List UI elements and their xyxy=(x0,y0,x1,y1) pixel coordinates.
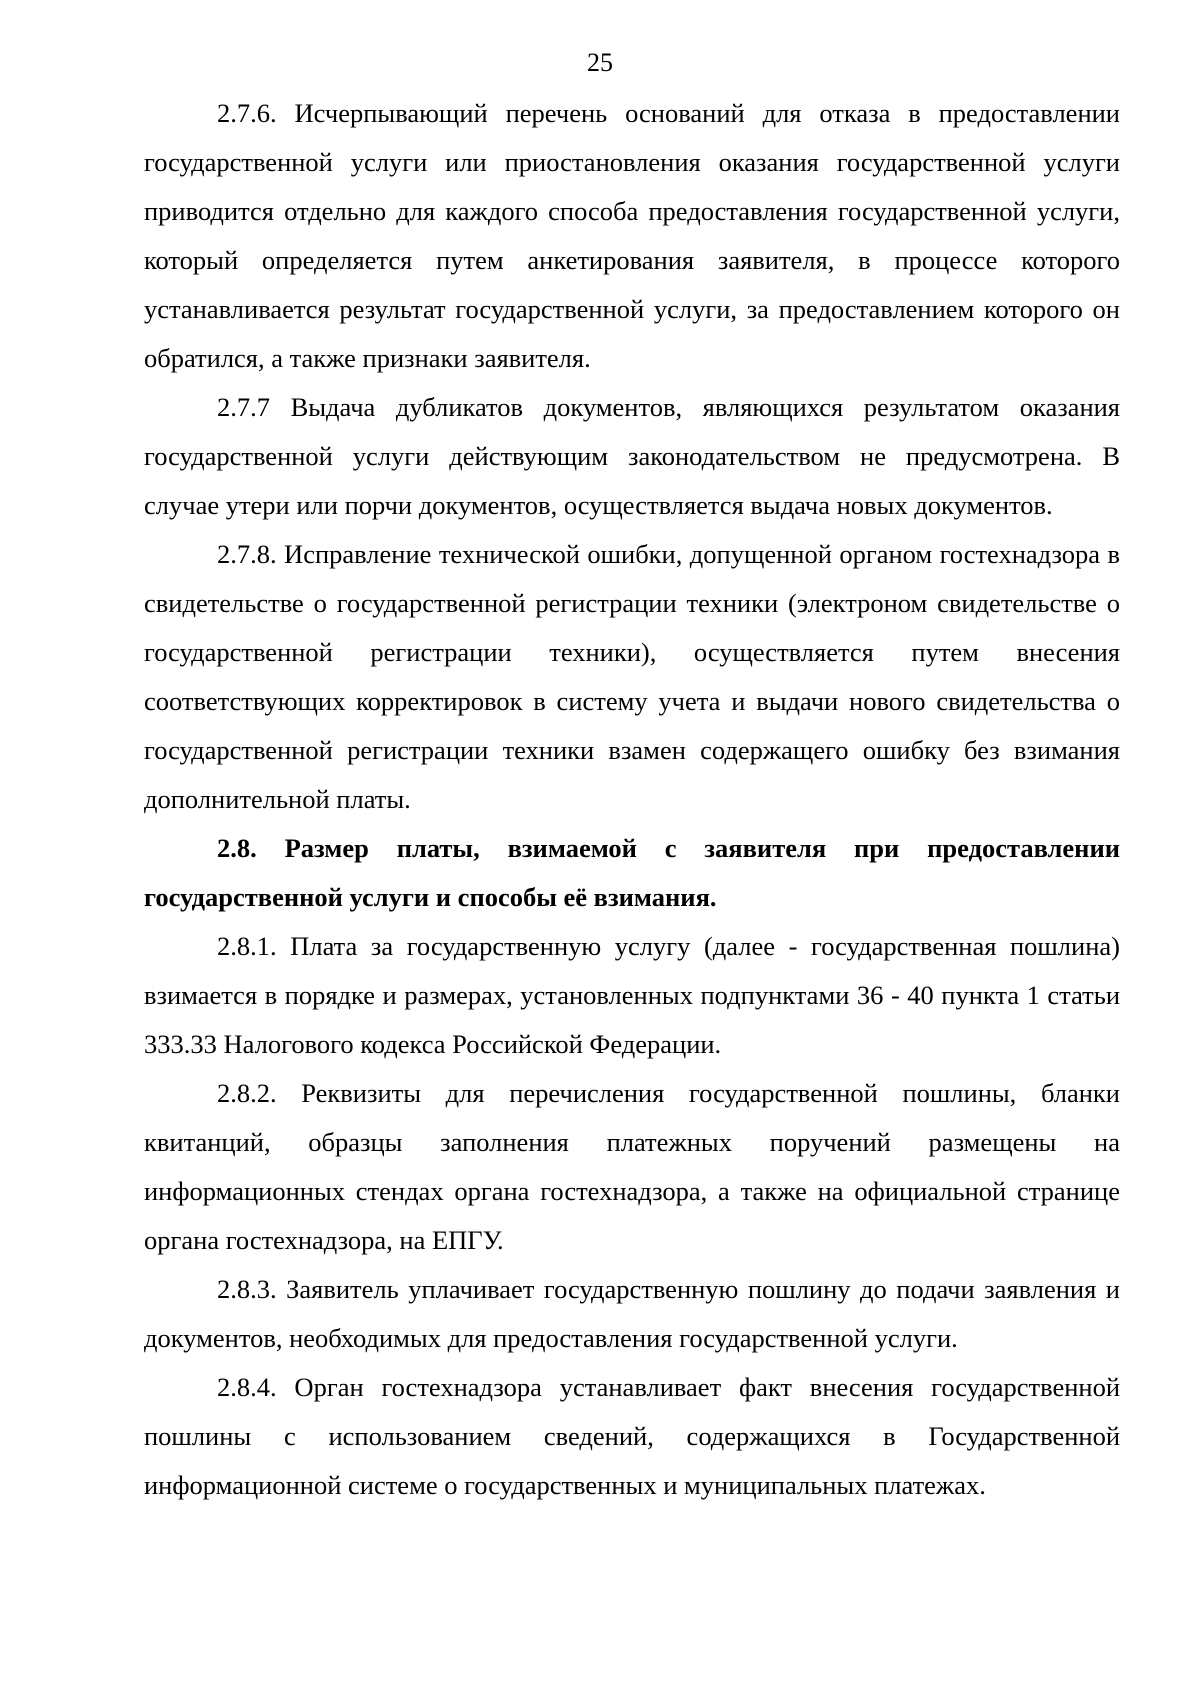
paragraph-2-8-4: 2.8.4. Орган гостехнадзора устанавливает факт внесения государственной пошлины с использованием сведений, содержащихся в Государственной информационной системе о государственных и муниципальных платежах. xyxy=(144,1372,1120,1500)
document-body xyxy=(144,89,1120,1510)
paragraph-2-7-8: 2.7.8. Исправление технической ошибки, допущенной органом гостехнадзора в свидетельстве о государственной регистрации техники (электроном свидетельстве о государственной регистрации техники), осуществляется путем внесения соответствующих корректировок в систему учета и выдачи нового свидетельства о государственной регистрации техники взамен содержащего ошибку без взимания дополнительной платы. xyxy=(144,539,1120,814)
section-heading-2-8: 2.8. Размер платы, взимаемой с заявителя при предоставлении государственной услуги и способы её взимания. xyxy=(144,833,1120,912)
page-number: 25 xyxy=(587,48,613,77)
paragraph-2-7-6: 2.7.6. Исчерпывающий перечень оснований для отказа в предоставлении государственной услуги или приостановления оказания государственной услуги приводится отдельно для каждого способа предоставления государственной услуги, который определяется путем анкетирования заявителя, в процессе которого устанавливается результат государственной услуги, за предоставлением которого он обратился, а также признаки заявителя. xyxy=(144,98,1120,373)
paragraph-2-8-3: 2.8.3. Заявитель уплачивает государственную пошлину до подачи заявления и документов, необходимых для предоставления государственной услуги. xyxy=(144,1274,1120,1353)
paragraph-2-8-1: 2.8.1. Плата за государственную услугу (далее - государственная пошлина) взимается в порядке и размерах, установленных подпунктами 36 - 40 пункта 1 статьи 333.33 Налогового кодекса Российской Федерации. xyxy=(144,931,1120,1059)
paragraph-2-7-7: 2.7.7 Выдача дубликатов документов, являющихся результатом оказания государственной услуги действующим законодательством не предусмотрена. В случае утери или порчи документов, осуществляется выдача новых документов. xyxy=(144,392,1120,520)
paragraph-2-8-2: 2.8.2. Реквизиты для перечисления государственной пошлины, бланки квитанций, образцы заполнения платежных поручений размещены на информационных стендах органа гостехнадзора, а также на официальной странице органа гостехнадзора, на ЕПГУ. xyxy=(144,1078,1120,1255)
